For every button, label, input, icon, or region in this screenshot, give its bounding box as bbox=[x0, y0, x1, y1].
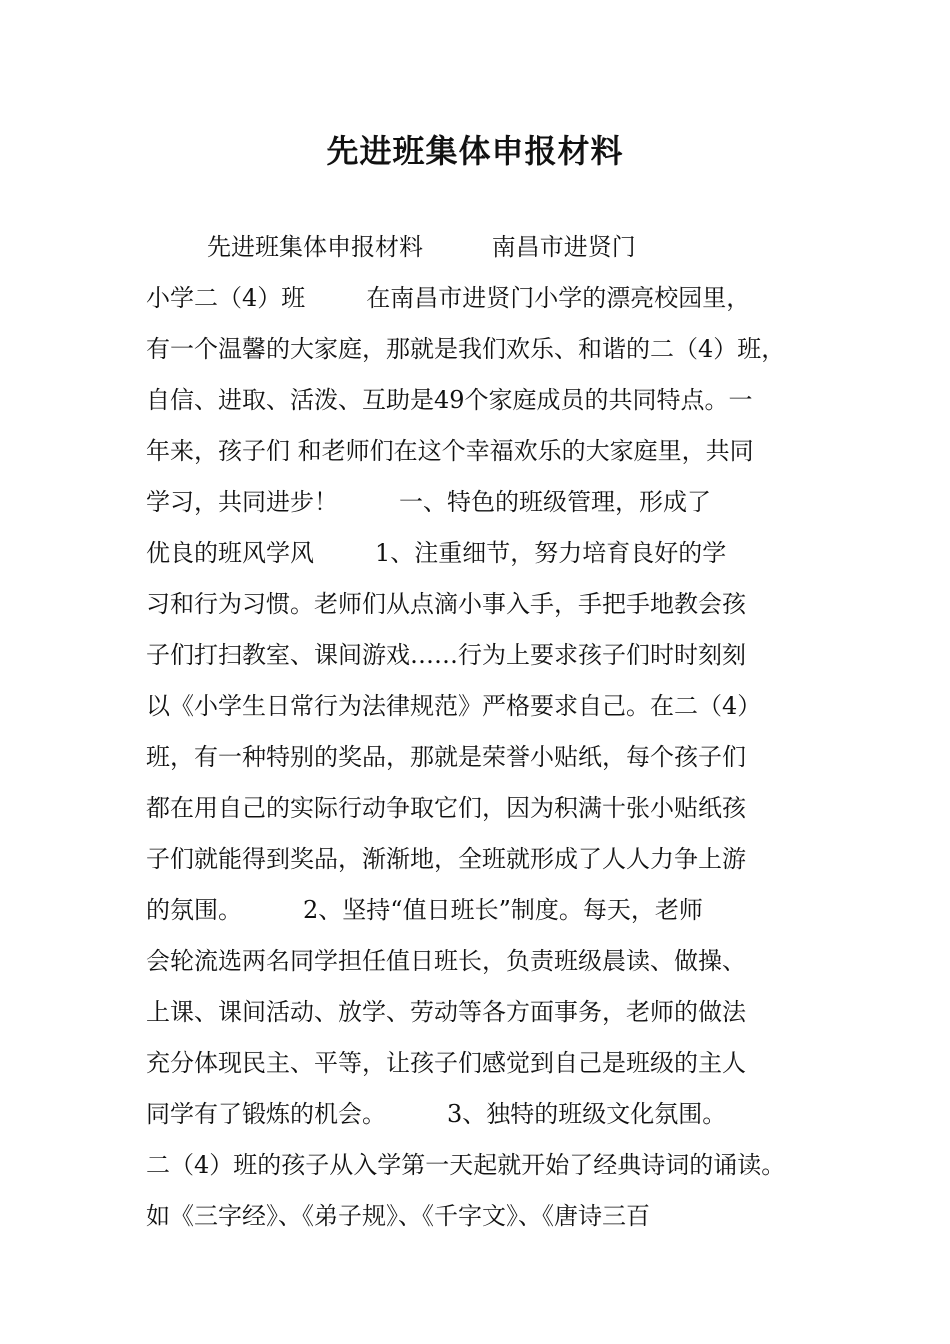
body-line: 自信、进取、活泼、互助是49个家庭成员的共同特点。一 bbox=[146, 386, 753, 414]
body-line: 以《小学生日常行为法律规范》严格要求自己。在二（4） bbox=[146, 692, 762, 720]
body-line: 子们打扫教室、课间游戏……行为上要求孩子们时时刻刻 bbox=[146, 641, 746, 669]
body-line: 子们就能得到奖品，渐渐地，全班就形成了人人力争上游 bbox=[146, 845, 746, 873]
body-line: 习和行为习惯。老师们从点滴小事入手，手把手地教会孩 bbox=[146, 590, 746, 618]
body-line: 小学二（4）班 在南昌市进贤门小学的漂亮校园里， bbox=[146, 284, 751, 312]
body-line: 班，有一种特别的奖品，那就是荣誉小贴纸，每个孩子们 bbox=[146, 743, 746, 771]
body-line: 同学有了锻炼的机会。 3、独特的班级文化氛围。 bbox=[146, 1100, 727, 1128]
body-line: 二（4）班的孩子从入学第一天起就开始了经典诗词的诵读。 bbox=[146, 1151, 786, 1179]
body-line: 先进班集体申报材料 南昌市进贤门 bbox=[146, 233, 636, 261]
body-line: 会轮流选两名同学担任值日班长，负责班级晨读、做操、 bbox=[146, 947, 746, 975]
body-line: 优良的班风学风 1、注重细节，努力培育良好的学 bbox=[146, 539, 727, 567]
body-line: 都在用自己的实际行动争取它们，因为积满十张小贴纸孩 bbox=[146, 794, 746, 822]
body-line: 充分体现民主、平等，让孩子们感觉到自己是班级的主人 bbox=[146, 1049, 746, 1077]
body-line: 年来，孩子们 和老师们在这个幸福欢乐的大家庭里，共同 bbox=[146, 437, 754, 465]
document-body bbox=[146, 222, 836, 1242]
body-line: 有一个温馨的大家庭，那就是我们欢乐、和谐的二（4）班， bbox=[146, 335, 786, 363]
body-line: 的氛围。 2、坚持“值日班长”制度。每天，老师 bbox=[146, 896, 703, 924]
body-line: 如《三字经》、《弟子规》、《千字文》、《唐诗三百 bbox=[146, 1202, 650, 1230]
body-line: 学习，共同进步！ 一、特色的班级管理，形成了 bbox=[146, 488, 712, 516]
body-line: 上课、课间活动、放学、劳动等各方面事务，老师的做法 bbox=[146, 998, 746, 1026]
document-title: 先进班集体申报材料 bbox=[326, 132, 624, 170]
